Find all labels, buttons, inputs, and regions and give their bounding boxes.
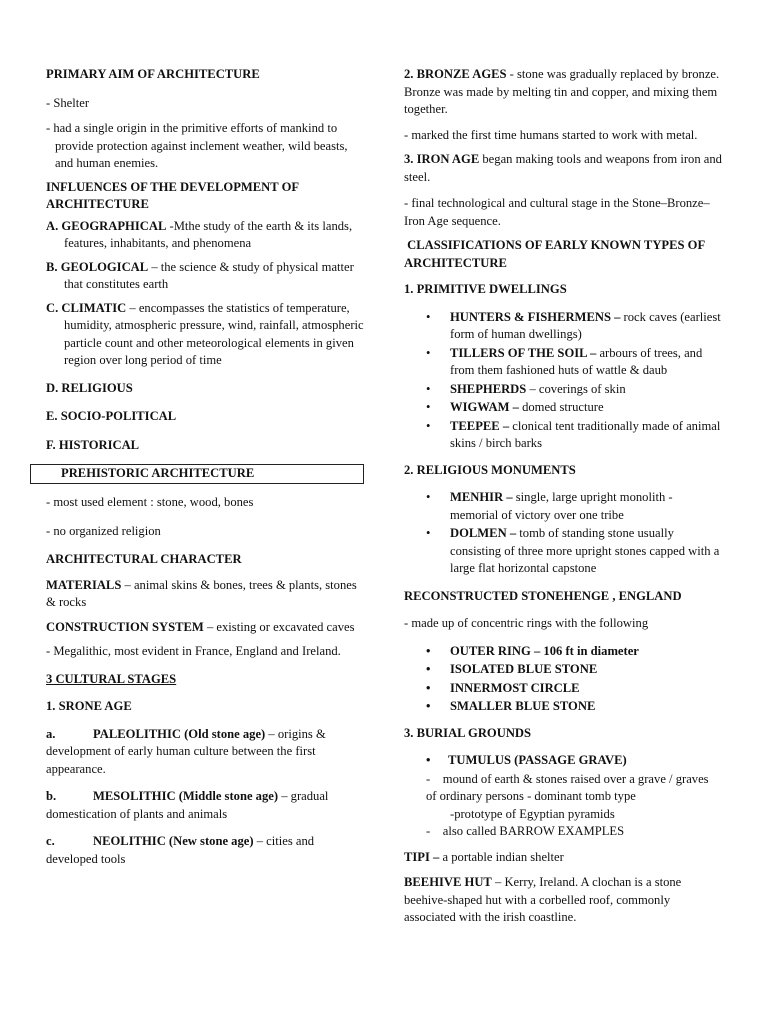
list-item: • SMALLER BLUE STONE bbox=[404, 698, 722, 716]
list-item: • MENHIR – single, large upright monolith - memorial of victory over one tribe bbox=[404, 489, 722, 524]
left-column bbox=[46, 66, 364, 876]
list-item: • TUMULUS (PASSAGE GRAVE) bbox=[404, 752, 722, 770]
primary-aim-heading: PRIMARY AIM OF ARCHITECTURE bbox=[46, 67, 260, 81]
prehistoric-architecture-heading: PREHISTORIC ARCHITECTURE bbox=[30, 464, 364, 484]
tumulus-description: - mound of earth & stones raised over a grave / graves of ordinary persons - dominant tomb type bbox=[426, 771, 712, 803]
architectural-character-heading: ARCHITECTURAL CHARACTER bbox=[46, 552, 242, 566]
iron-age: 3. IRON AGE began making tools and weapons from iron and steel. bbox=[404, 152, 722, 184]
influence-geological: B. GEOLOGICAL – the science & study of physical matter that constitutes earth bbox=[46, 259, 354, 291]
religious-monuments-list bbox=[404, 489, 722, 578]
primitive-dwellings-heading: 1. PRIMITIVE DWELLINGS bbox=[404, 282, 567, 296]
iron-age-note: - final technological and cultural stage in the Stone–Bronze–Iron Age sequence. bbox=[404, 196, 710, 228]
bronze-age: 2. BRONZE AGES - stone was gradually replaced by bronze. Bronze was made by melting tin and copper, and mixing them together. bbox=[404, 67, 720, 116]
stage-neolithic: c. NEOLITHIC (New stone age) – cities and developed tools bbox=[46, 834, 315, 866]
list-item: • SHEPHERDS – coverings of skin bbox=[404, 381, 722, 399]
list-item: • ISOLATED BLUE STONE bbox=[404, 661, 722, 679]
stone-age-heading: 1. SRONE AGE bbox=[46, 699, 132, 713]
stonehenge-intro: - made up of concentric rings with the following bbox=[404, 616, 649, 630]
burial-grounds-list bbox=[404, 752, 722, 770]
stage-paleolithic: a. PALEOLITHIC (Old stone age) – origins & development of early human culture between the first appearance. bbox=[46, 726, 326, 776]
tumulus-barrow: - also called BARROW EXAMPLES bbox=[426, 824, 625, 838]
list-item: • WIGWAM – domed structure bbox=[404, 399, 722, 417]
primary-aim-item-shelter: - Shelter bbox=[46, 95, 90, 110]
cultural-stages-heading: 3 CULTURAL STAGES bbox=[46, 671, 177, 686]
list-item: • INNERMOST CIRCLE bbox=[404, 680, 722, 698]
primary-aim-item-origin: - had a single origin in the primitive efforts of mankind to provide protection against inclement weather, wild beasts, and human enemies. bbox=[46, 121, 348, 170]
influences-heading: INFLUENCES OF THE DEVELOPMENT OF ARCHITECTURE bbox=[46, 179, 299, 211]
bronze-age-note: - marked the first time humans started to work with metal. bbox=[404, 127, 698, 142]
influence-socio-political: E. SOCIO-POLITICAL bbox=[46, 409, 177, 423]
tipi: TIPI – a portable indian shelter bbox=[404, 849, 564, 864]
religious-monuments-heading: 2. RELIGIOUS MONUMENTS bbox=[404, 462, 576, 477]
character-construction-system: CONSTRUCTION SYSTEM – existing or excavated caves bbox=[46, 619, 355, 634]
burial-grounds-heading: 3. BURIAL GROUNDS bbox=[404, 725, 532, 740]
character-megalithic: - Megalithic, most evident in France, England and Ireland. bbox=[46, 644, 341, 658]
stonehenge-rings-list bbox=[404, 643, 722, 716]
influence-historical: F. HISTORICAL bbox=[46, 437, 140, 452]
list-item: • DOLMEN – tomb of standing stone usually consisting of three more upright stones capped with a large flat horizontal capstone bbox=[404, 525, 722, 578]
prehistoric-item-elements: - most used element : stone, wood, bones bbox=[46, 495, 254, 509]
character-materials: MATERIALS – animal skins & bones, trees & plants, stones & rocks bbox=[46, 577, 357, 609]
influence-religious: D. RELIGIOUS bbox=[46, 380, 133, 395]
primitive-dwellings-list bbox=[404, 309, 722, 453]
influence-geographical: A. GEOGRAPHICAL -Mthe study of the earth & its lands, features, inhabitants, and phenomena bbox=[46, 218, 353, 250]
list-item: • OUTER RING – 106 ft in diameter bbox=[404, 643, 722, 661]
influence-climatic: C. CLIMATIC – encompasses the statistics of temperature, humidity, atmospheric pressure, wind, rainfall, atmospheric particle count and other meteorological elements in given region over long period of time bbox=[46, 300, 364, 367]
list-item: • TEEPEE – clonical tent traditionally made of animal skins / birch barks bbox=[404, 418, 722, 453]
stage-mesolithic: b. MESOLITHIC (Middle stone age) – gradual domestication of plants and animals bbox=[46, 789, 329, 821]
list-item: • TILLERS OF THE SOIL – arbours of trees, and from them fashioned huts of wattle & daub bbox=[404, 345, 722, 380]
beehive-hut: BEEHIVE HUT – Kerry, Ireland. A clochan is a stone beehive-shaped hut with a corbelled roof, commonly associated with the irish coastline. bbox=[404, 875, 682, 924]
right-column bbox=[404, 66, 722, 935]
prehistoric-item-religion: - no organized religion bbox=[46, 523, 161, 538]
tumulus-prototype: -prototype of Egyptian pyramids bbox=[450, 806, 615, 821]
classifications-heading: CLASSIFICATIONS OF EARLY KNOWN TYPES OF ARCHITECTURE bbox=[404, 238, 708, 270]
list-item: • HUNTERS & FISHERMENS – rock caves (earliest form of human dwellings) bbox=[404, 309, 722, 344]
stonehenge-heading: RECONSTRUCTED STONEHENGE , ENGLAND bbox=[404, 588, 682, 603]
